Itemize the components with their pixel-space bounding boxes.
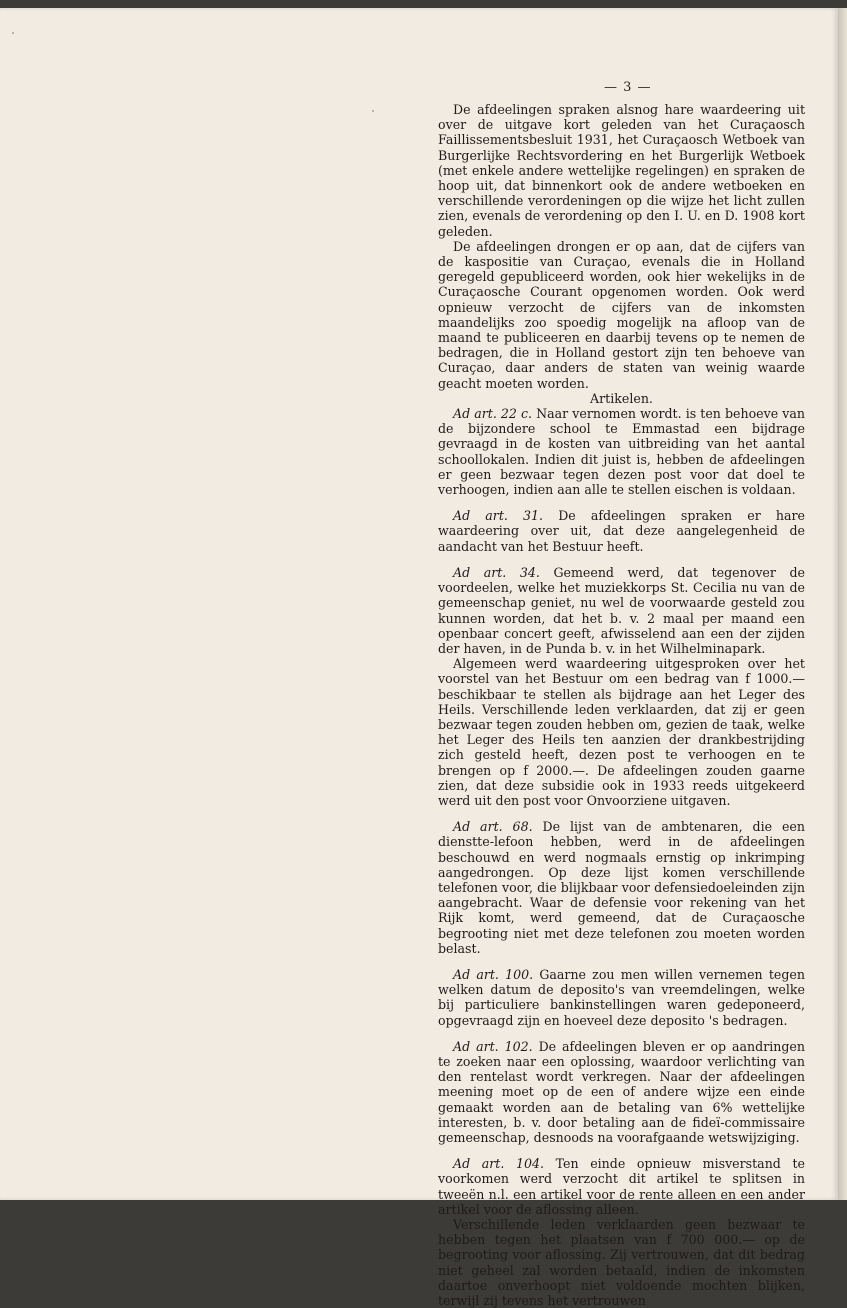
article-paragraph [438, 819, 805, 956]
article-text: Ten einde opnieuw misverstand te voorkomen werd verzocht dit artikel te splitsen in tweeën n.l. een artikel voor de rente alleen en een ander artikel voor de aflossing alleen. [438, 1156, 805, 1217]
article-ref: Ad art. 68. [453, 819, 533, 835]
article-continuation: Verschillende leden verklaarden geen bezwaar te hebben tegen het plaatsen van f 700 000.— op de begrooting voor aflossing. Zij vertrouwen, dat dit bedrag niet geheel zal worden betaald, indien de inkomsten daartoe onverhoopt niet voldoende mochten blijken, terwijl zij tevens het vertrouwen [438, 1217, 805, 1308]
article-ref: Ad art. 22 c. [453, 406, 533, 422]
article-text: Naar vernomen wordt. is ten behoeve van de bijzondere school te Emmastad een bijdrage gevraagd in de kosten van uitbreiding van het aantal schoollokalen. Indien dit juist is, hebben de afdeelingen er geen bezwaar tegen dezen post voor dat doel te verhoogen, indien aan alle te stellen eischen is voldaan. [438, 406, 805, 498]
paragraph: De afdeelingen spraken alsnog hare waardeering uit over de uitgave kort geleden van het Curaçaosch Faillissementsbesluit 1931, het Curaçaosch Wetboek van Burgerlijke Rechtsvordering en het Burgerlijk Wetboek (met enkele andere wettelijke regelingen) en spraken de hoop uit, dat binnenkort ook de andere wetboeken en verschillende verordeningen op die wijze het licht zullen zien, evenals de verordening op den I. U. en D. 1908 kort geleden. [438, 102, 805, 239]
paper-speck [12, 32, 14, 34]
article-ref: Ad art. 31. [453, 508, 544, 524]
article-paragraph [438, 1156, 805, 1217]
page-number: — 3 — [604, 80, 652, 95]
article-ref: Ad art. 34. [453, 564, 540, 580]
article-ref: Ad art. 104. [453, 1156, 544, 1172]
article-paragraph [438, 967, 805, 1028]
article-ref: Ad art. 102. [453, 1038, 533, 1054]
article-text: Gemeend werd, dat tegenover de voordeelen, welke het muziekkorps St. Cecilia nu van de gemeenschap geniet, nu wel de voorwaarde gesteld zou kunnen worden, dat het b. v. 2 maal per maand een openbaar concert geeft, afwisselend aan een der zijden der haven, in de Punda b. v. in het Wilhelminapark. [438, 564, 805, 656]
article-continuation: Algemeen werd waardeering uitgesproken over het voorstel van het Bestuur om een bedrag van f 1000.— beschikbaar te stellen als bijdrage aan het Leger des Heils. Verschillende leden verklaarden, dat zij er geen bezwaar tegen zouden hebben om, gezien de taak, welke het Leger des Heils ten aanzien der drankbestrijding zich gesteld heeft, dezen post te verhoogen en te brengen op f 2000.—. De afdeelingen zouden gaarne zien, dat deze subsidie ook in 1933 reeds uitgekeerd werd uit den post voor Onvoorziene uitgaven. [438, 656, 805, 808]
article-text: De afdeelingen bleven er op aandringen te zoeken naar een oplossing, waardoor verlichting van den rentelast wordt verkregen. Naar der afdeelingen meening moet op de een of andere wijze een einde gemaakt worden aan de betaling van 6% wettelijke interesten, b. v. door betaling aan de fideï-commissaire gemeenschap, desnoods na voorafgaande wetswijziging. [438, 1038, 805, 1145]
text-column [438, 102, 805, 1308]
article-paragraph [438, 406, 805, 497]
article-paragraph [438, 1039, 805, 1145]
article-paragraph [438, 508, 805, 554]
article-text: De afdeelingen spraken er hare waardeering over uit, dat deze aangelegenheid de aandacht van het Bestuur heeft. [438, 508, 805, 554]
article-ref: Ad art. 100. [453, 966, 534, 982]
article-text: De lijst van de ambtenaren, die een dienstte-lefoon hebben, werd in de afdeelingen beschouwd en werd nogmaals ernstig op inkrimping aangedrongen. Op deze lijst komen verschillende telefonen voor, die blijkbaar voor defensiedoeleinden zijn aangebracht. Waar de defensie voor rekening van het Rijk komt, werd gemeend, dat de Curaçaosche begrooting niet met deze telefonen zou moeten worden belast. [438, 819, 805, 956]
page-edge [838, 8, 847, 1200]
section-heading: Artikelen. [590, 390, 653, 406]
article-text: Gaarne zou men willen vernemen tegen welken datum de deposito's van vreemdelingen, welke bij particuliere bankinstellingen waren gedeponeerd, opgevraagd zijn en hoeveel deze deposito 's bedragen. [438, 966, 805, 1028]
paragraph: De afdeelingen drongen er op aan, dat de cijfers van de kaspositie van Curaçao, evenals die in Holland geregeld gepubliceerd worden, ook hier wekelijks in de Curaçaosche Courant opgenomen worden. Ook werd opnieuw verzocht de cijfers van de inkomsten maandelijks zoo spoedig mogelijk na afloop van de maand te publiceeren en daarbij tevens op te nemen de bedragen, die in Holland gestort zijn ten behoeve van Curaçao, daar anders de staten van weinig waarde geacht moeten worden. [438, 238, 805, 391]
article-paragraph [438, 565, 805, 656]
paper-speck [372, 110, 374, 112]
